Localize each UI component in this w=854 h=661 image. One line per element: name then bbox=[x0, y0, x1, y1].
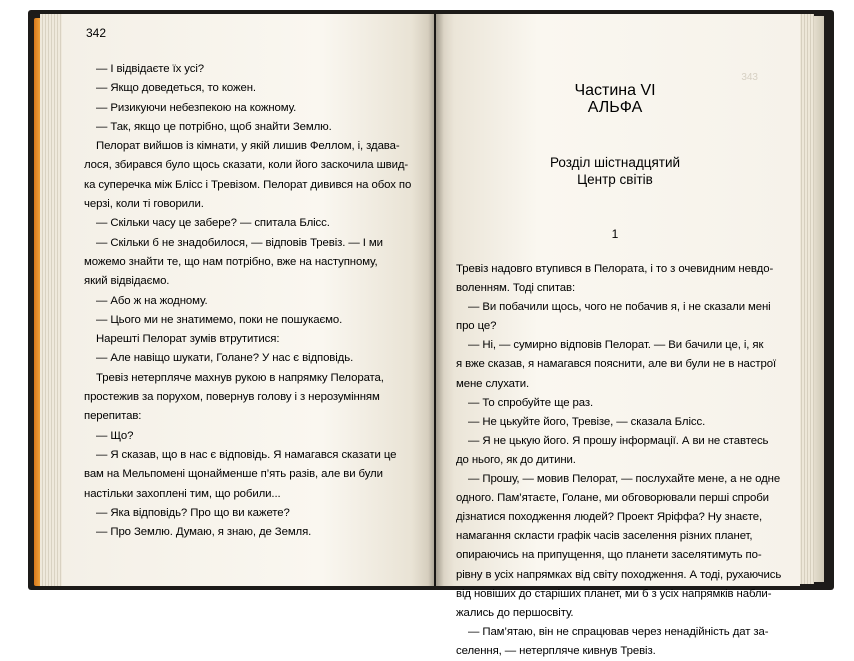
text-line: — Або ж на жодному. bbox=[96, 294, 208, 307]
right-page-content bbox=[436, 14, 800, 657]
text-line: дізнатися походження людей? Проект Яріффа? Ну знаєте, bbox=[456, 511, 763, 524]
text-line: настільки захоплені тим, що робили... bbox=[84, 487, 281, 500]
chapter-heading bbox=[456, 154, 774, 188]
text-line: воленням. Тоді спитав: bbox=[456, 282, 576, 295]
text-line: намагання скласти графік часів заселення різних планет, bbox=[456, 530, 753, 543]
chapter-title: Розділ шістнадцятий bbox=[549, 155, 681, 170]
text-line: Нарешті Пелорат зумів втрутитися: bbox=[96, 333, 280, 346]
text-line: — І відвідаєте їх усі? bbox=[96, 63, 205, 75]
part-title: Частина VI bbox=[574, 82, 656, 99]
text-line: — Ви побачили щось, чого не побачив я, і не сказали мені bbox=[468, 301, 771, 314]
text-line: Тревіз нетерпляче махнув рукою в напрямку Пелората, bbox=[96, 371, 384, 384]
text-line: — Скільки часу це забере? — спитала Блісс. bbox=[96, 217, 330, 230]
text-line: — Про Землю. Думаю, я знаю, де Земля. bbox=[96, 526, 312, 539]
part-heading bbox=[456, 82, 774, 116]
text-line: опираючись на припущення, що планети заселятимуть по- bbox=[456, 549, 762, 562]
text-line: ка суперечка між Блісс і Тревізом. Пелорат дивився на обох по bbox=[84, 178, 412, 191]
faded-page-number: 343 bbox=[741, 72, 758, 83]
text-line: жались до першосвіту. bbox=[456, 606, 574, 619]
text-line: простежив за порухом, повернув голову і з нерозумінням bbox=[84, 391, 380, 404]
text-line: який відвідаємо. bbox=[84, 275, 170, 288]
text-line: — Скільки б не знадобилося, — відповів Тревіз. — І ми bbox=[96, 236, 383, 249]
left-page-text bbox=[84, 60, 414, 542]
text-line: — Але навіщо шукати, Голане? У нас є відповідь. bbox=[96, 352, 354, 365]
text-line: — Яка відповідь? Про що ви кажете? bbox=[96, 506, 290, 519]
text-line: про це? bbox=[456, 320, 497, 333]
text-line: вам на Мельпомені щонайменше п’ять разів, але ви були bbox=[84, 468, 383, 481]
text-line: мене слухати. bbox=[456, 377, 530, 390]
text-line: — Ні, — сумирно відповів Пелорат. — Ви бачили це, і, як bbox=[468, 339, 764, 352]
text-line: — Якщо доведеться, то кожен. bbox=[96, 82, 256, 95]
text-line: — Цього ми не знатимемо, поки не пошукаємо. bbox=[96, 313, 343, 326]
text-line: можемо знайти те, що нам потрібно, вже на наступному, bbox=[84, 255, 378, 268]
text-line: — Я сказав, що в нас є відповідь. Я намагався сказати це bbox=[96, 448, 397, 461]
right-page-text bbox=[456, 260, 782, 661]
text-line: селення, — нетерпляче кивнув Тревіз. bbox=[456, 644, 656, 657]
text-line: — То спробуйте ще раз. bbox=[468, 396, 594, 409]
text-line: до нього, як до дитини. bbox=[456, 453, 576, 466]
text-line: — Що? bbox=[96, 429, 134, 442]
text-line: одного. Пам’ятаєте, Голане, ми обговорювали перші спроби bbox=[456, 492, 769, 505]
text-line: я вже сказав, я намагався пояснити, але ви були не в настрої bbox=[456, 358, 777, 371]
text-line: — Я не цькую його. Я прошу інформації. А ви не ставтесь bbox=[468, 434, 769, 447]
text-line: лося, збирався було щось сказати, коли його заскочила швид- bbox=[84, 159, 409, 172]
section-number: 1 bbox=[611, 227, 619, 241]
text-line: від новіших до старіших планет, ми б з усіх напрямків набли- bbox=[456, 587, 772, 600]
text-line: — Так, якщо це потрібно, щоб знайти Землю. bbox=[96, 120, 332, 133]
part-subtitle: АЛЬФА bbox=[587, 99, 643, 116]
text-line: — Пам’ятаю, він не спрацював через ненадійність дат за- bbox=[468, 625, 769, 638]
chapter-subtitle: Центр світів bbox=[577, 172, 653, 187]
text-line: перепитав: bbox=[84, 410, 142, 423]
text-line: — Не цькуйте його, Тревізе, — сказала Блісс. bbox=[468, 415, 706, 428]
text-line: Пелорат вийшов із кімнати, у якій лишив Феллом, і, здава- bbox=[96, 140, 400, 153]
text-line: рівну в усіх напрямках від світу походження. А тоді, рухаючись bbox=[456, 568, 782, 581]
left-page-number: 342 bbox=[86, 26, 107, 40]
text-line: Тревіз надовго втупився в Пелората, і то з очевидним невдо- bbox=[456, 263, 774, 275]
text-line: черзі, коли ті говорили. bbox=[84, 198, 204, 211]
text-line: — Прошу, — мовив Пелорат, — послухайте мене, а не одне bbox=[468, 473, 781, 486]
text-line: — Ризикуючи небезпекою на кожному. bbox=[96, 101, 297, 114]
